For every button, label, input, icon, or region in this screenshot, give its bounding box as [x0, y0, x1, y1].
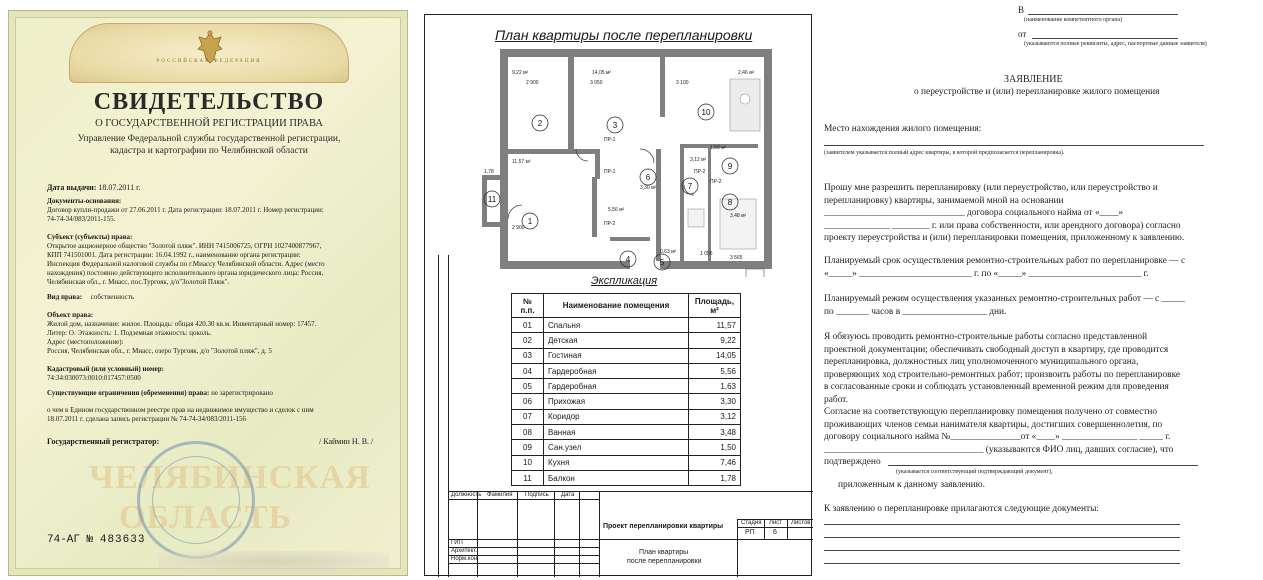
svg-text:9,22 м²: 9,22 м²: [512, 70, 529, 76]
plan-annotations: [484, 70, 755, 261]
svg-text:1,50 м²: 1,50 м²: [710, 145, 727, 151]
table-header-row: № п.п. Наименование помещения Площадь, м²: [512, 294, 741, 318]
door-swings: [508, 149, 694, 219]
sheet-margin-strip: [425, 255, 439, 577]
room-area-cell: 14,05: [689, 348, 741, 363]
room-name-cell: Гардеробная: [544, 363, 689, 378]
table-row: [512, 470, 741, 485]
confirmation-line: [888, 465, 1198, 466]
authority-line-1: Управление Федеральной службы государственной регистрации,: [77, 134, 341, 144]
crest-text: РОССИЙСКАЯ ФЕДЕРАЦИЯ: [156, 59, 262, 64]
room-area-cell: 1,50: [689, 440, 741, 455]
request-paragraph: Прошу мне разрешить перепланировку (или переустройство, или переустройство и перепланировку) квартиры, занимаемой мной на основании ______________________________ договора социального найма от «____» ______________ ________ г. или права собственности, или арендного договора) согласно проекту переустройства и (или) перепланировки помещения, приложенному к заявлению.: [824, 183, 1185, 244]
svg-text:1 056: 1 056: [700, 251, 713, 257]
room-no-cell: 08: [512, 425, 544, 440]
table-row: [512, 425, 741, 440]
cadastral-block: Кадастровый (или условный) номер: 74:34:030073:0010:017457:0500: [47, 365, 395, 383]
object-block: Объект права: Жилой дом, назначение: жилое. Площадь: общая 420.30 кв.м. Инвентарный номер: 17457. Литер: О. Этажность: 1. Подземная этажность: цоколь. Адрес (местоположение): Россия, Челябинская обл., г. Миасс, озеро Тургояк, д/о "Золотой пляж", д. 5: [47, 311, 317, 355]
official-seal-icon: [137, 441, 255, 559]
room-no-cell: 03: [512, 348, 544, 363]
encumbrance-row: Существующие ограничения (обременения) права: не зарегистрировано: [47, 389, 273, 397]
watermark-region: ЧЕЛЯБИНСКАЯ: [89, 459, 371, 496]
issue-date-row: Дата выдачи: 18.07.2011 г.: [47, 183, 141, 192]
project-name: Проект перепланировки квартиры: [603, 523, 724, 530]
svg-text:0,63 м²: 0,63 м²: [660, 249, 677, 255]
svg-text:ПР-2: ПР-2: [710, 179, 722, 185]
attachments-label: К заявлению о перепланировке прилагаются следующие документы:: [824, 504, 1099, 514]
attachment-line-4: [824, 563, 1180, 564]
svg-text:1: 1: [527, 217, 533, 226]
svg-text:ПР-2: ПР-2: [694, 169, 706, 175]
table-row: [512, 379, 741, 394]
svg-text:3,30 м²: 3,30 м²: [640, 185, 657, 191]
room-no-cell: 11: [512, 470, 544, 485]
svg-text:11,57 м²: 11,57 м²: [512, 159, 531, 165]
room-no-cell: 02: [512, 333, 544, 348]
room-area-cell: 3,30: [689, 394, 741, 409]
room-area-cell: 9,22: [689, 333, 741, 348]
certificate-number: 483633: [99, 534, 146, 546]
room-area-cell: 1,78: [689, 470, 741, 485]
explication-title: Экспликация: [591, 275, 658, 287]
certificate-title: СВИДЕТЕЛЬСТВО: [93, 89, 325, 115]
svg-text:ПР-1: ПР-1: [604, 137, 616, 143]
svg-text:5: 5: [659, 258, 665, 267]
explication-table: [511, 293, 741, 486]
room-area-cell: 3,48: [689, 425, 741, 440]
svg-text:7: 7: [687, 182, 693, 191]
room-no-cell: 05: [512, 379, 544, 394]
sheet-margin-strip-2: [439, 255, 449, 577]
room-area-cell: 1,63: [689, 379, 741, 394]
table-row: [512, 333, 741, 348]
room-name-cell: Гардеробная: [544, 379, 689, 394]
recipient-hint: (наименование компетентного органа): [1024, 17, 1123, 23]
issue-date: 18.07.2011 г.: [98, 183, 141, 192]
svg-text:2 900: 2 900: [512, 225, 525, 231]
ownership-certificate: [8, 10, 408, 576]
svg-text:3,12 м²: 3,12 м²: [690, 157, 707, 163]
svg-text:10: 10: [701, 108, 711, 117]
application-subtitle: о переустройстве и (или) перепланировке жилого помещения: [914, 87, 1160, 97]
room-no-cell: 09: [512, 440, 544, 455]
room-area-cell: 7,46: [689, 455, 741, 470]
applicant-hint: (указываются полные реквизиты, адрес, паспортные данные заявителя): [1024, 41, 1207, 47]
svg-text:11: 11: [487, 195, 497, 204]
svg-text:3 565: 3 565: [730, 255, 743, 261]
svg-text:3,48 м²: 3,48 м²: [730, 213, 747, 219]
room-name-cell: Коридор: [544, 409, 689, 424]
svg-text:5,56 м²: 5,56 м²: [608, 207, 625, 213]
room-rows: [512, 318, 741, 486]
room-no-cell: 10: [512, 455, 544, 470]
table-row: [512, 440, 741, 455]
svg-text:2: 2: [537, 119, 543, 128]
room-name-cell: Балкон: [544, 470, 689, 485]
room-no-cell: 04: [512, 363, 544, 378]
svg-text:1,78: 1,78: [484, 169, 494, 175]
furniture: [688, 79, 760, 249]
attachment-line-1: [824, 524, 1180, 525]
room-no-cell: 01: [512, 318, 544, 333]
svg-text:14,05 м²: 14,05 м²: [592, 70, 612, 76]
entrance-landing: [746, 269, 764, 277]
svg-text:3: 3: [612, 121, 618, 130]
schedule-paragraph: Планируемый режим осуществления указанных ремонтно-строительных работ — с _____ по _______ часов в __________________ дни.: [824, 294, 1186, 317]
room-name-cell: Гостиная: [544, 348, 689, 363]
subject-block: Субъект (субъекты) права: Открытое акционерное общество "Золотой пляж". ИНН 7415006725, ОГРН 1027400877967, КПП 741501001. Дата регистрации: 16.04.1992 г., наименование органа регистрации: Инспекция Федеральной налоговой службы по г.Миассу Челябинской области. Адрес (место нахождения) постоянно действующего исполнительного органа юридического лица: Россия, Челябинская обл., г. Миасс, пос.Тургояк, д/о"Золотой Пляж".: [47, 233, 325, 286]
basis-block: Документы-основания: Договор купли-продажи от 27.06.2011 г. Дата регистрации: 18.07.2011 г. Номер регистрации: 74-74-34/083/2011-155.: [47, 197, 324, 223]
application-title: ЗАЯВЛЕНИЕ: [1004, 74, 1063, 85]
right-type-row: Вид права: собственность: [47, 293, 135, 301]
table-row: [512, 455, 741, 470]
cadastral-number: 74:34:030073:0010:017457:0500: [47, 374, 141, 382]
room-no-cell: 06: [512, 394, 544, 409]
registrar-row: Государственный регистратор: / Каймин Н. В. /: [47, 437, 374, 446]
svg-text:3 100: 3 100: [676, 80, 689, 86]
plan-title: План квартиры после перепланировки: [495, 27, 753, 43]
certificate-serial: 74-АГ № 483633: [47, 534, 146, 546]
registry-record: о чем в Едином государственном реестре прав на недвижимое имущество и сделок с ним 18.07.2011 г. сделана запись регистрации № 74-74-34/083/2011-156: [47, 406, 314, 423]
svg-text:6: 6: [645, 173, 651, 182]
table-row: [512, 318, 741, 333]
room-area-cell: 3,12: [689, 409, 741, 424]
title-block-stamp: Должность Фамилия Подпись Дата Проект перепланировки квартиры Стадия Лист Листов РП 6 ГИП Архитект. Норм.кон. План квартиры после перепланировки: [449, 491, 813, 577]
room-name-cell: Спальня: [544, 318, 689, 333]
recipient-line: [1028, 14, 1178, 15]
obligation-paragraph: Я обязуюсь проводить ремонтно-строительные работы согласно представленной проектной документации; обеспечивать свободный доступ в квартиру, где проводится перепланировка, должностных лиц уполномоченного муниципального органа, проверяющих ход строительно-ремонтных работ; произвоить работы по перепланировке в согласованные сроки и соблюдать установленный временной режим для проведения работ.: [824, 332, 1181, 405]
attachment-line-3: [824, 550, 1180, 551]
registrar-name: / Каймин Н. В. /: [319, 437, 374, 446]
room-name-cell: Детская: [544, 333, 689, 348]
redevelopment-application: В (наименование компетентного органа) от (указываются полные реквизиты, адрес, паспортные данные заявителя) ЗАЯВЛЕНИЕ о переустройстве и (или) перепланировке жилого помещения Место нахождения жилого помещения: (заявителем указывается полный адрес квартиры, в которой предполагается перепланировка). Прошу мне разрешить перепланировку (или переустройство, или переустройство и перепланировку) квартиры, занимаемой мной на основании ______________________________ договора социального найма от «____» ______________ ________ г. или права собственности, или арендного договора) согласно проекту переустройства и (или) перепланировки помещения, приложенному к заявлению. Планируемый срок осуществления ремонтно-строительных работ по перепланировке — с «_____» ________________________ г. по «_____» ________________________ г. Планируемый режим осуществления указанных ремонтно-строительных работ — с _____ по _______ часов в __________________ дни. Я обязуюсь проводить ремонтно-строительные работы согласно представленной проектной документации; обеспечивать свободный доступ в квартиру, где проводится перепланировка, должностных лиц уполномоченного муниципального органа, проверяющих ход строительно-ремонтных работ; произвоить работы по перепланировке в согласованные сроки и соблюдать установленный временной режим для проведения работ. Согласие на соответствующую перепланировку помещения получено от совместно проживающих членов семьи нанимателя квартиры, достигших совершеннолетия, по договору социального найма №_______________от «____» ________________ _____ г. __________________________________ (указываются ФИО лиц, давших согласие), что подтверждено (указывается соответствующий подтверждающий документ), приложенным к данному заявлению. К заявлению о перепланировке прилагаются следующие документы:: [818, 0, 1263, 580]
room-name-cell: Ванная: [544, 425, 689, 440]
timeframe-paragraph: Планируемый срок осуществления ремонтно-строительных работ по перепланировке — с «_____» ________________________ г. по «_____» ________________________ г.: [824, 256, 1186, 279]
svg-text:8: 8: [727, 198, 733, 207]
svg-text:ПР-2: ПР-2: [604, 221, 616, 227]
applicant-line: [1032, 38, 1178, 39]
table-row: [512, 348, 741, 363]
room-number-circles: [484, 104, 738, 270]
svg-text:2,46 м²: 2,46 м²: [738, 70, 755, 76]
apartment-floor-plan: [480, 49, 780, 277]
table-row: [512, 363, 741, 378]
svg-text:3 050: 3 050: [590, 80, 603, 86]
attachment-line-2: [824, 537, 1180, 538]
location-line: [824, 145, 1204, 146]
room-name-cell: Сан.узел: [544, 440, 689, 455]
consent-paragraph: Согласие на соответствующую перепланировку помещения получено от совместно проживающих членов семьи нанимателя квартиры, достигших совершеннолетия, по договору социального найма №_______________от «____» ________________ _____ г. __________________________________ (указываются ФИО лиц, давших согласие), что подтверждено: [824, 407, 1174, 468]
table-row: [512, 409, 741, 424]
watermark-oblast: ОБЛАСТЬ: [119, 499, 292, 536]
svg-text:ПР-1: ПР-1: [604, 169, 616, 175]
room-area-cell: 11,57: [689, 318, 741, 333]
certificate-subtitle: О ГОСУДАРСТВЕННОЙ РЕГИСТРАЦИИ ПРАВА: [95, 118, 323, 129]
authority-line-2: кадастра и картографии по Челябинской области: [110, 146, 308, 156]
guilloche-band: [159, 551, 389, 573]
svg-text:2 900: 2 900: [526, 80, 539, 86]
svg-text:4: 4: [625, 255, 631, 264]
room-no-cell: 07: [512, 409, 544, 424]
table-row: [512, 394, 741, 409]
room-name-cell: Прихожая: [544, 394, 689, 409]
svg-text:9: 9: [727, 162, 733, 171]
floor-plan-sheet: [424, 14, 812, 576]
room-area-cell: 5,56: [689, 363, 741, 378]
room-name-cell: Кухня: [544, 455, 689, 470]
